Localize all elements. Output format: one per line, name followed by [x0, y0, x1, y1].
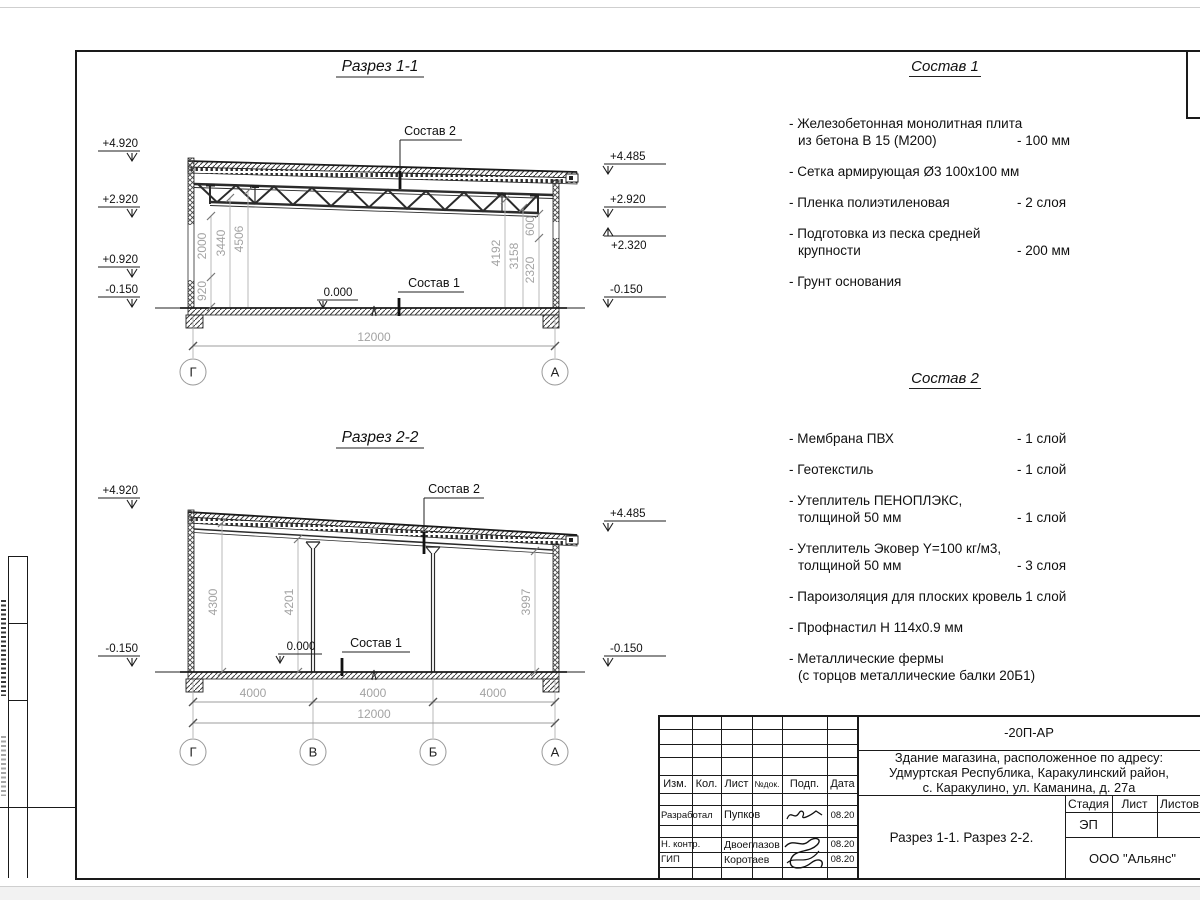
sostav2-heading-text: Состав 2 [911, 370, 979, 387]
elevation-label: +2.920 [610, 194, 646, 206]
item-line2: крупности [798, 243, 861, 258]
axis-label: В [308, 744, 318, 760]
item-line1: - Металлические фермы [789, 651, 944, 666]
corner-stamp-box [1186, 52, 1188, 118]
item-line1: - Профнастил Н 114x0.9 мм [789, 620, 963, 635]
item-line1: - Подготовка из песка средней [789, 226, 981, 241]
dim-label: 3158 [507, 242, 521, 270]
side-stamp-vertical-text [1, 736, 6, 796]
elevation-label: +4.920 [102, 138, 138, 150]
signature [784, 807, 826, 824]
item-line1: - Утеплитель Эковер Y=100 кг/м3, [789, 541, 1002, 556]
dim-label: 4300 [206, 588, 220, 616]
section-1-1-title [336, 58, 424, 77]
tb-company: ООО "Альянс" [1089, 851, 1176, 866]
tb-header-ndok: №док. [754, 779, 780, 789]
dim-label: 2320 [523, 256, 537, 284]
tb-stage-header: Стадия [1068, 796, 1109, 811]
dim-label: 920 [195, 280, 209, 302]
tb-role: ГИП [661, 854, 680, 865]
dim-label: 4000 [239, 686, 267, 700]
side-stamp-divider [8, 700, 27, 701]
zero-level-label: 0.000 [286, 641, 316, 653]
item-line2: (с торцов металлические балки 20Б1) [798, 668, 1036, 683]
item-quantity: - 1 слой [1017, 589, 1067, 604]
zero-level-label: 0.000 [323, 287, 353, 299]
dim-label: 4201 [282, 588, 296, 616]
bottom-dimensions [189, 680, 559, 738]
leader-label: Состав 2 [404, 124, 456, 138]
side-stamp-divider [8, 623, 27, 624]
tb-stage-value: ЭП [1079, 817, 1098, 832]
item-quantity: - 1 слой [1017, 431, 1067, 446]
bottom-dimension [189, 316, 559, 358]
sostav1-list [789, 115, 1105, 304]
tb-sheets-header: Листов [1160, 796, 1199, 811]
item-line2: толщиной 50 мм [798, 558, 902, 573]
tb-name: Двоеглазов [724, 838, 780, 851]
list-item [789, 273, 1105, 290]
dim-label: 3997 [519, 588, 533, 616]
item-line1: - Железобетонная монолитная плита [789, 116, 1023, 131]
dim-label: 600 [523, 215, 537, 237]
tb-date: 08.20 [830, 854, 855, 865]
item-line2: толщиной 50 мм [798, 510, 902, 525]
elevation-label: +4.485 [610, 508, 646, 520]
tb-header-kol: Кол. [695, 778, 718, 790]
elevation-label: -0.150 [105, 643, 138, 655]
item-quantity: - 3 слоя [1017, 558, 1067, 573]
dim-label: 2000 [195, 232, 209, 260]
section-title: Разрез 1-1 [341, 58, 419, 75]
page-edge-bottom [0, 886, 1200, 900]
axis-label: А [550, 364, 560, 380]
list-item [789, 194, 1105, 211]
corner-stamp-box-bottom [1186, 117, 1200, 119]
list-item [789, 540, 1105, 574]
leader-label: Состав 2 [428, 482, 480, 496]
list-item [789, 163, 1105, 180]
list-item [789, 650, 1105, 684]
leader-sostav1 [342, 636, 410, 676]
tb-date: 08.20 [830, 839, 855, 850]
tb-name: Коротаев [724, 853, 770, 866]
list-item [789, 225, 1105, 259]
section-1-1-drawing [80, 40, 700, 405]
dim-total-label: 12000 [357, 330, 391, 344]
elevation-marks-left [98, 485, 140, 666]
roof-assembly [188, 512, 578, 554]
item-line2: из бетона В 15 (М200) [798, 133, 937, 148]
zero-level-mark [317, 287, 358, 308]
tb-name: Пупков [724, 809, 761, 821]
side-stamp-line [27, 556, 28, 878]
dim-label: 3440 [214, 229, 228, 257]
elevation-marks-right [603, 508, 666, 666]
tb-header-podp: Подп. [789, 778, 820, 790]
title-block [658, 715, 1200, 880]
item-line1: - Геотекстиль [789, 462, 874, 477]
floor-slab [155, 306, 585, 316]
item-quantity: - 1 слой [1017, 510, 1067, 525]
tb-address-line: Здание магазина, расположенное по адресу: [894, 750, 1164, 765]
elevation-label: +2.320 [611, 240, 647, 252]
item-line1: - Пароизоляция для плоских кровель [789, 589, 1023, 604]
item-quantity: - 100 мм [1017, 133, 1071, 148]
list-item [789, 619, 1105, 636]
section-title: Разрез 2-2 [341, 429, 419, 446]
tb-date: 08.20 [830, 809, 855, 821]
elevation-label: +4.920 [102, 485, 138, 497]
item-line1: - Утеплитель ПЕНОПЛЭКС, [789, 493, 963, 508]
elevation-label: +0.920 [102, 254, 138, 266]
axis-markers [180, 359, 568, 385]
tb-header-data: Дата [830, 778, 855, 790]
list-item [789, 430, 1105, 447]
item-line1: - Мембрана ПВХ [789, 431, 894, 446]
dim-total-label: 12000 [357, 707, 391, 721]
side-stamp-vertical-text [1, 600, 6, 696]
side-stamp-divider [8, 556, 27, 557]
tb-address-line: с. Каракулино, ул. Каманина, д. 27а [922, 780, 1136, 795]
right-wall [553, 544, 559, 672]
dim-label: 4192 [489, 239, 503, 267]
tb-sheet-header: Лист [1121, 796, 1148, 811]
tb-role: Н. контр. [661, 839, 701, 850]
left-wall [187, 158, 194, 308]
axis-label: Б [428, 744, 438, 760]
sostav1-heading [865, 58, 1025, 75]
right-wall [552, 180, 559, 308]
sostav2-heading [865, 370, 1025, 387]
axis-label: Г [189, 364, 197, 380]
item-line1: - Пленка полиэтиленовая [789, 195, 950, 210]
tb-header-list: Лист [724, 778, 749, 790]
sostav1-heading-text: Состав 1 [911, 58, 979, 75]
section-2-2-title [336, 429, 424, 448]
tb-address [858, 750, 1200, 795]
axis-label: Г [189, 744, 197, 760]
zero-level-mark [276, 641, 322, 663]
axis-markers [180, 739, 568, 765]
dim-label: 4506 [232, 225, 246, 253]
tb-doc-code: -20П-АР [1004, 725, 1054, 740]
side-stamp-divider [0, 807, 75, 808]
section-2-2-drawing [80, 420, 700, 780]
tb-header-izm: Изм. [663, 778, 687, 790]
item-quantity: - 200 мм [1017, 243, 1071, 258]
list-item [789, 588, 1105, 605]
left-wall [188, 510, 194, 672]
elevation-marks-left [98, 138, 140, 307]
leader-label: Состав 1 [408, 276, 460, 290]
elevation-label: -0.150 [610, 284, 643, 296]
elevation-label: +2.920 [102, 194, 138, 206]
item-quantity: - 1 слой [1017, 462, 1067, 477]
dim-label: 4000 [479, 686, 507, 700]
tb-role: Разработал [661, 809, 713, 821]
roof-assembly [188, 161, 578, 184]
elevation-label: -0.150 [610, 643, 643, 655]
leader-label: Состав 1 [350, 636, 402, 650]
tb-doc-name: Разрез 1-1. Разрез 2-2. [889, 830, 1034, 845]
frame-left-line [75, 50, 77, 880]
elevation-label: -0.150 [105, 284, 138, 296]
page-edge-top [0, 7, 1200, 8]
axis-label: А [550, 744, 560, 760]
elevation-label: +4.485 [610, 151, 646, 163]
list-item [789, 492, 1105, 526]
item-line1: - Грунт основания [789, 274, 902, 289]
sostav2-list [789, 430, 1105, 698]
list-item [789, 115, 1105, 149]
item-line1: - Сетка армирующая Ø3 100x100 мм [789, 164, 1020, 179]
signature [781, 833, 829, 875]
item-quantity: - 2 слоя [1017, 195, 1067, 210]
foundation [186, 315, 559, 328]
vertical-dimensions [195, 187, 543, 311]
dim-label: 4000 [359, 686, 387, 700]
elevation-marks-right [603, 151, 666, 307]
list-item [789, 461, 1105, 478]
side-stamp-line [8, 556, 9, 878]
tb-address-line: Удмуртская Республика, Каракулинский район, [889, 765, 1169, 780]
